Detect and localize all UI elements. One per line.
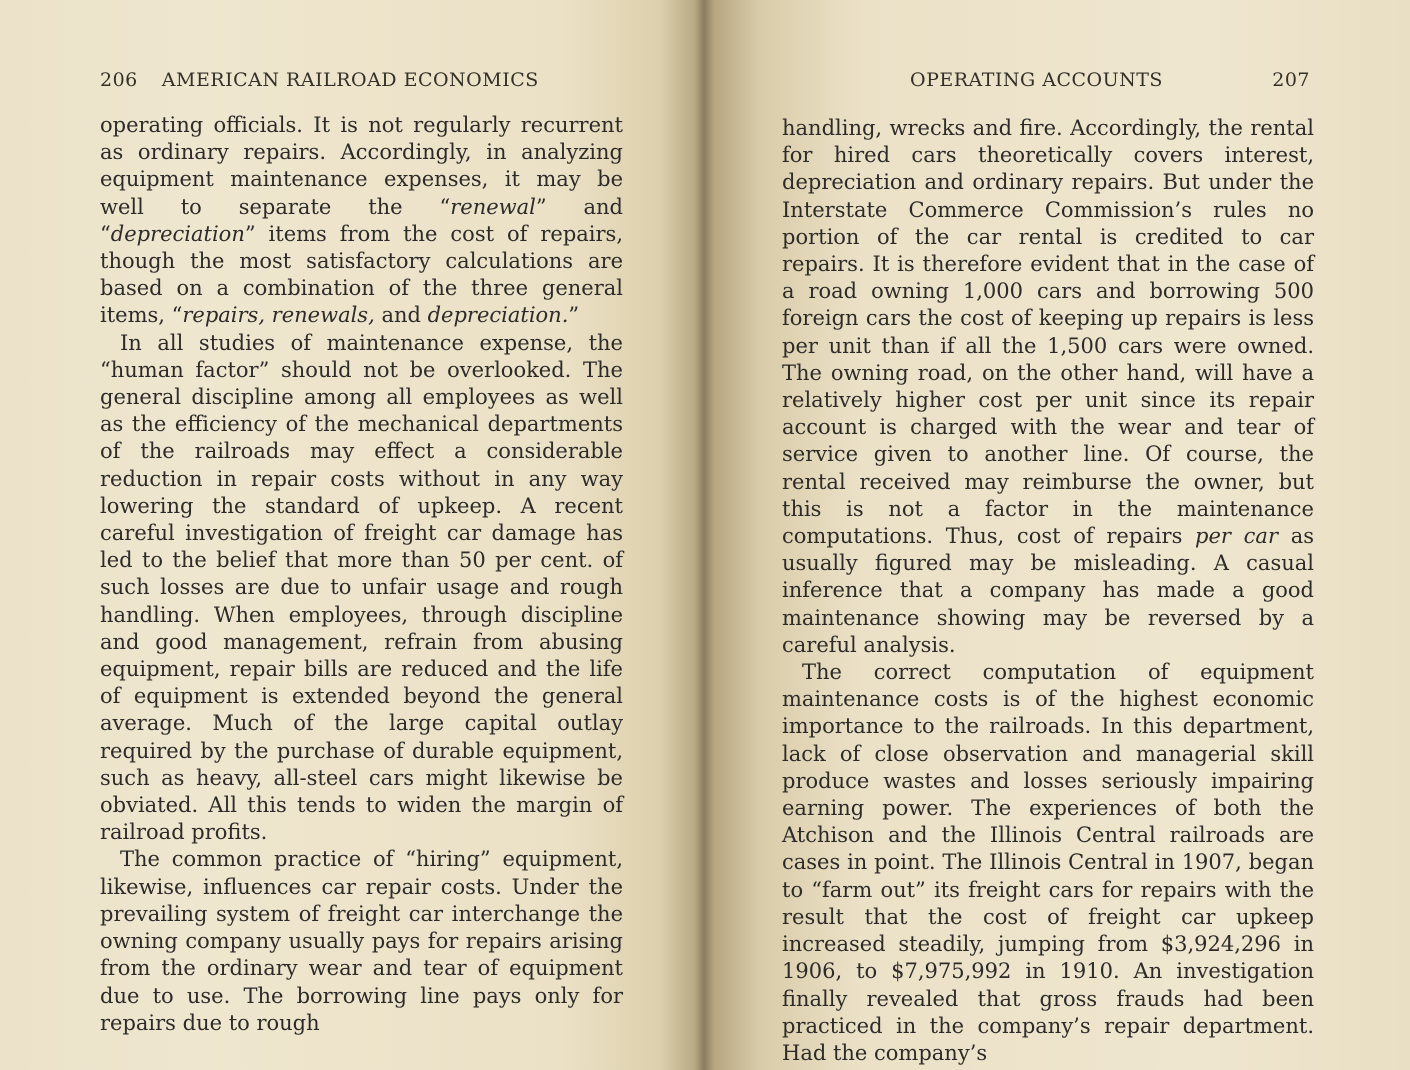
left-page-body: [100, 112, 623, 1037]
text-segment: operating officials. It is not regularly recurrent as ordinary repairs. Accordingly, in analyzing equipment maintenance expenses, it may be well to separate the “: [100, 113, 623, 219]
right-page: [710, 0, 1410, 1070]
text-segment: The correct computation of equipment maintenance costs is of the highest economic importance to the railroads. In this department, lack of close observation and managerial skill produce wastes and losses seriously impairing earning power. The experiences of both the Atchison and the Illinois Central railroads are cases in point. The Illinois Central in 1907, began to “farm out” its freight cars for repairs with the result that the cost of freight car upkeep increased steadily, jumping from $3,924,296 in 1906, to $7,975,992 in 1910. An investigation finally revealed that gross frauds had been practiced in the company’s repair department. Had the company’s: [782, 660, 1314, 1065]
italic-text-segment: per car: [1195, 524, 1278, 549]
right-running-head: OPERATING ACCOUNTS: [910, 69, 1163, 91]
italic-text-segment: repairs, renewals,: [182, 303, 375, 328]
left-running-head: AMERICAN RAILROAD ECONOMICS: [161, 69, 539, 91]
left-page-header: [100, 66, 625, 94]
right-page-header: [910, 66, 1310, 94]
paragraph: [100, 330, 623, 847]
paragraph: [100, 112, 623, 330]
text-segment: ”: [568, 303, 580, 328]
text-segment: In all studies of maintenance expense, the “human factor” should not be overlooked. The general discipline among all employees as well as the efficiency of the mechanical departments of the railroads may effect a considerable reduction in repair costs without in any way lowering the standard of upkeep. A recent careful investigation of freight car damage has led to the belief that more than 50 per cent. of such losses are due to unfair usage and rough handling. When employees, through discipline and good management, refrain from abusing equipment, repair bills are reduced and the life of equipment is extended beyond the general average. Much of the large capital outlay required by the purchase of durable equipment, such as heavy, all-steel cars might likewise be obviated. All this tends to widen the margin of railroad profits.: [100, 330, 623, 845]
right-page-body: [782, 115, 1314, 1067]
right-page-number: 207: [1272, 69, 1310, 91]
text-segment: The common practice of “hiring” equipment, likewise, influences car repair costs. Under the prevailing system of freight car interchange the owning company usually pays for repairs arising from the ordinary wear and tear of equipment due to use. The borrowing line pays only for repairs due to rough: [100, 847, 623, 1035]
italic-text-segment: renewal: [450, 194, 536, 219]
text-segment: ” and “: [100, 194, 623, 246]
italic-text-segment: depreciation.: [427, 303, 569, 328]
text-segment: handling, wrecks and fire. Accordingly, the rental for hired cars theoretically covers interest, depreciation and ordinary repairs. But under the Interstate Commerce Commission’s rules no portion of the car rental is credited to car repairs. It is therefore evident that in the case of a road owning 1,000 cars and borrowing 500 foreign cars the cost of keeping up repairs is less per unit than if all the 1,500 cars were owned. The owning road, on the other hand, will have a relatively higher cost per unit since its repair account is charged with the wear and tear of service given to another line. Of course, the rental received may reimburse the owner, but this is not a factor in the maintenance computations. Thus, cost of repairs: [782, 116, 1314, 549]
paragraph: [100, 846, 623, 1036]
paragraph: [782, 659, 1314, 1067]
text-segment: as usually figured may be misleading. A casual inference that a company has made a good maintenance showing may be reversed by a careful analysis.: [782, 524, 1314, 657]
paragraph: [782, 115, 1314, 659]
italic-text-segment: depreciation: [110, 221, 245, 246]
text-segment: ” items from the cost of repairs, though the most satisfactory calculations are based on a combination of the three general items, “: [100, 221, 623, 328]
text-segment: and: [374, 303, 428, 328]
left-page-number: 206: [100, 69, 138, 91]
left-page: [0, 0, 700, 1070]
